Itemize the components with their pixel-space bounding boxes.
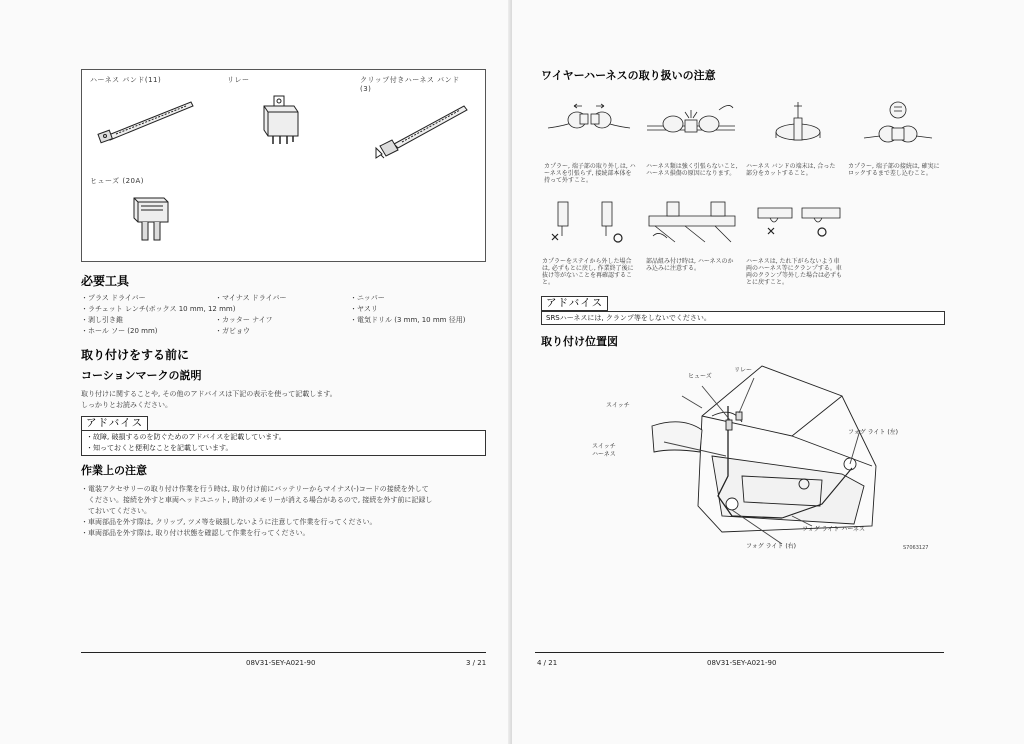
page-number: 4 / 21 <box>537 659 558 667</box>
coupler-lock-illustration <box>858 98 938 156</box>
page-number: 3 / 21 <box>466 659 487 667</box>
footer-code: 08V31-SEY-A021-90 <box>707 659 777 667</box>
advice-line: ・故障, 破損するのを防ぐためのアドバイスを記載しています。 <box>86 433 286 441</box>
tool-item: ・ホール ソー (20 mm) <box>81 327 158 335</box>
tools-column-3 <box>350 293 465 326</box>
footer-code: 08V31-SEY-A021-90 <box>246 659 316 667</box>
installation-location-diagram <box>642 356 882 552</box>
tool-item: ・剥し引き錐 <box>81 316 123 324</box>
part-label-relay: リレー <box>227 76 250 84</box>
srs-advice-tab: アドバイス <box>541 296 608 311</box>
fuse-image <box>126 194 176 254</box>
work-line: ・電装アクセサリーの取り付け作業を行う時は, 取り付け前にバッテリーからマイナス(-)コードの接続を外して <box>81 485 429 493</box>
parts-list-box <box>81 69 486 262</box>
caption-part-bite: 部品組み付け時は, ハーネスのかみ込みに注意する。 <box>646 258 734 272</box>
srs-advice-box <box>541 311 945 325</box>
label-switch-harness: スイッチ ハーネス <box>592 443 616 458</box>
advice-line: ・知っておくと便利なことを記載しています。 <box>86 444 233 452</box>
clip-harness-band-image <box>374 100 470 160</box>
work-line: ください。接続を外すと車両ヘッドユニット, 時計のメモリーが消える場合があるので, 接続を外す前に記録し <box>81 496 433 504</box>
tool-item: ・ガビョウ <box>215 327 250 335</box>
harness-pull-illustration <box>645 98 737 156</box>
caption-coupler-stay: カプラーをステイから外した場合は, 必ずもとに戻し, 作業終了後に抜け等がないことを再確認すること。 <box>542 258 634 286</box>
work-caution-title: 作業上の注意 <box>81 464 147 477</box>
caption-band-cut: ハーネス バンドの端末は, 合った部分をカットすること。 <box>746 163 836 177</box>
advice-tab: アドバイス <box>81 416 148 431</box>
tools-column-1 <box>81 293 235 337</box>
part-label-harness-band: ハーネス バンド(11) <box>90 76 162 84</box>
tool-item: ・カッター ナイフ <box>215 316 273 324</box>
tool-item: ・ラチェット レンチ(ボックス 10 mm, 12 mm) <box>81 305 236 313</box>
install-location-title: 取り付け位置図 <box>541 335 618 348</box>
srs-advice-text: SRSハーネスには, クランプ等をしないでください。 <box>546 314 711 322</box>
caption-harness-clamp: ハーネスは, たれ下がらないよう車両のハーネス等にクランプする。車両のクランプ等外した場合は必ずもとに戻すこと。 <box>746 258 843 286</box>
footer-rule <box>81 652 486 653</box>
label-fog-light-left: フォグ ライト (左) <box>848 429 899 436</box>
coupler-removal-illustration <box>544 98 634 156</box>
tool-item: ・マイナス ドライバー <box>215 294 287 302</box>
part-bite-illustration <box>645 196 741 254</box>
tool-item: ・ヤスリ <box>350 305 378 313</box>
caption-coupler-removal: カプラー, 端子部の取り外しは, ハーネスを引張らず, 接続部本体を持って外すこと。 <box>544 163 636 184</box>
harness-clamp-illustration <box>752 196 848 254</box>
tool-item: ・プラス ドライバー <box>81 294 146 302</box>
band-cut-illustration <box>758 98 836 156</box>
work-line: ・車両部品を外す際は, 取り付け状態を確認して作業を行ってください。 <box>81 529 310 537</box>
tool-item: ・電気ドリル (3 mm, 10 mm 径用) <box>350 316 466 324</box>
harness-handling-title: ワイヤーハーネスの取り扱いの注意 <box>541 69 716 82</box>
caption-harness-pull: ハーネス類は強く引張らないこと, ハーネス損傷の原因になります。 <box>646 163 738 177</box>
work-line: ておいてください。 <box>81 507 151 515</box>
tools-column-2 <box>215 293 286 337</box>
figure-code: S7063127 <box>903 545 929 551</box>
label-fog-light-harness: フォグ ライト ハーネス <box>802 526 866 533</box>
relay-image <box>258 92 304 152</box>
caution-line: しっかりとお読みください。 <box>81 401 172 409</box>
tool-item: ・ニッパー <box>350 294 385 302</box>
footer-rule <box>535 652 944 653</box>
label-switch: スイッチ <box>606 402 630 409</box>
part-label-fuse: ヒューズ (20A) <box>90 177 145 185</box>
caution-description <box>81 389 337 411</box>
harness-band-image <box>96 96 196 146</box>
label-relay: リレー <box>734 367 753 374</box>
tools-title: 必要工具 <box>81 274 130 288</box>
work-caution-text <box>81 484 432 539</box>
label-fuse: ヒューズ <box>688 373 712 380</box>
caption-coupler-lock: カプラー, 端子部の接続は, 確実にロックするまで差し込むこと。 <box>848 163 940 177</box>
advice-box <box>81 430 486 456</box>
caution-mark-title: コーションマークの説明 <box>81 369 202 382</box>
label-fog-light-right: フォグ ライト (右) <box>746 543 797 550</box>
right-page <box>512 0 1024 744</box>
caution-line: 取り付けに関することや, その他のアドバイスは下記の表示を使って記載します。 <box>81 390 337 398</box>
coupler-stay-illustration <box>544 196 628 254</box>
work-line: ・車両部品を外す際は, クリップ, ツメ等を破損しないように注意して作業を行ってください。 <box>81 518 377 526</box>
before-install-title: 取り付けをする前に <box>81 348 190 362</box>
part-label-clip-harness-band: クリップ付きハーネス バンド (3) <box>360 76 460 93</box>
